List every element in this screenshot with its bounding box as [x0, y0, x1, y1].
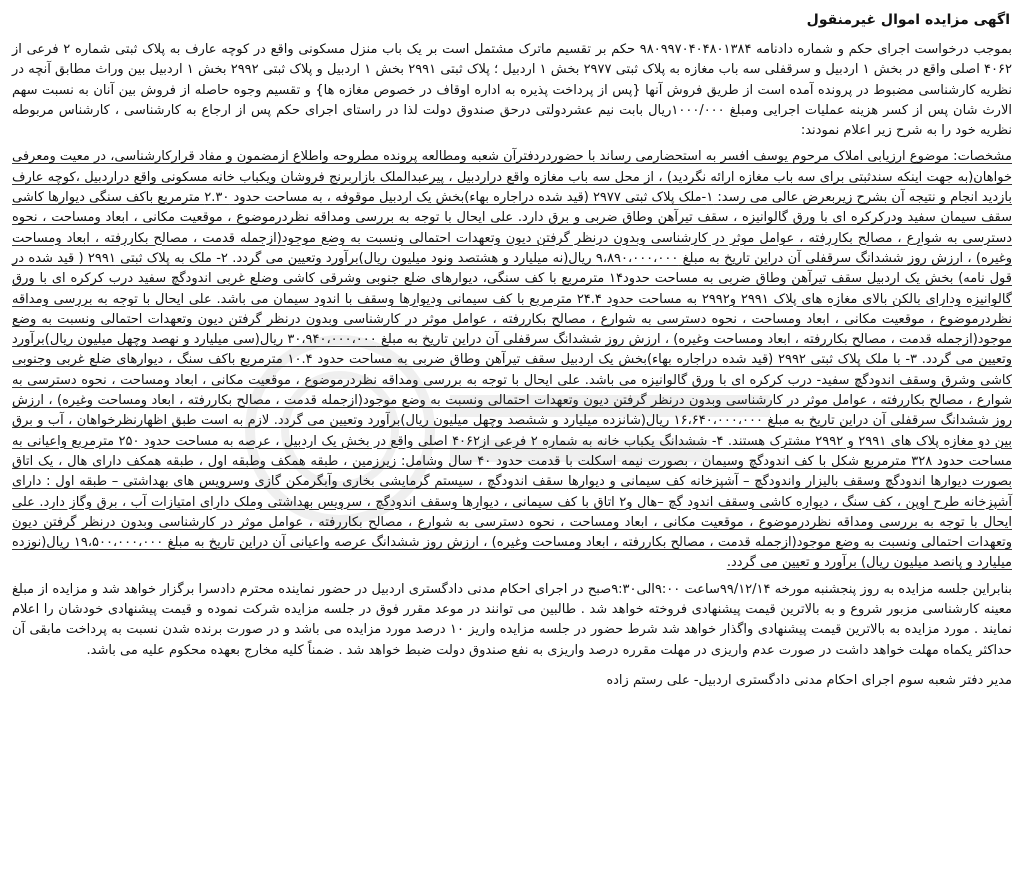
auction-terms-paragraph: بنابراین جلسه مزایده به روز پنجشنبه مورخه ۹۹/۱۲/۱۴ساعت ۹:۰۰الی۹:۳۰صبح در اجرای احکام مدنی دادگستری اردبیل در حضور نماینده محترم دادسرا برگزار خواهد شد و مزایده از مبلغ معینه کارشناسی مزبور شروع و به بالاترین قیمت پیشنهادی فروخته خواهد شد . طالبین می توانند در موعد مقرر فوق در جلسه مزایده شرکت نموده و قیمت پیشنهادی خودشان را اعلام نمایند . مورد مزایده به بالاترین قیمت پیشنهادی واگذار خواهد شد شرط حضور در جلسه مزایده واریز ۱۰ درصد مورد مزایده می باشد و در صورت برنده شدن نسبت به پرداخت مابقی آن حداکثر یکماه مهلت خواهد داشت در صورت عدم واریزی در مهلت مقرره درصد واریزی به نفع صندوق دولت ضبط خواهد شد . ضمناً کلیه مخارج بعهده محکوم علیه می باشد. [12, 581, 1013, 658]
intro-paragraph: بموجب درخواست اجرای حکم و شماره دادنامه ۹۸۰۹۹۷۰۴۰۴۸۰۱۳۸۴ حکم بر تقسیم ماترک مشتمل است بر یک باب منزل مسکونی واقع در کوچه عارف به پلاک ثبتی شماره ۲ فرعی از ۴۰۶۲ اصلی واقع در بخش ۱ اردبیل و سرقفلی سه باب مغازه به پلاک ثبتی ۲۹۷۷ بخش ۱ اردبیل ؛ پلاک ثبتی ۲۹۹۱ بخش ۱ اردبیل و پلاک ثبتی ۲۹۹۲ بخش ۱ اردبیل بین وراث مطابق آنچه در نظریه کارشناسی مضبوط در پرونده آمده است از طریق فروش آنها {پس از پرداخت پذیره به اداره اوقاف در خصوص مغازه ها} و تقسیم وجوه حاصله از فروش بین آنان به نسبت سهم الارث شان پس از کسر هزینه عملیات اجرایی ومبلغ ۱۰۰۰/۰۰۰ریال بابت نیم عشردولتی درحق صندوق دولت لذا در راستای اجرای حکم پس از ارجاع به کارشناسی ، کارشناس مربوطه نظریه خود را به شرح زیر اعلام نمودند: [12, 42, 1012, 139]
notice-title: اگهی مزایده اموال غیرمنقول [806, 12, 1010, 28]
expert-specifications-paragraph: مشخصات: موضوع ارزیابی املاک مرحوم یوسف افسر به استحضارمی رساند با حضوردردفترآن شعبه ومطالعه پرونده مطروحه واطلاع ازمضمون و مفاد قرارکارشناسی، در معیت ومعرفی خواهان(به جهت اینکه سندثبتی برای سه باب مغازه ارائه نگردید) ، از محل سه باب مغازه واقع دراردبیل ، پیرعبدالملک بازاربرنج فروشان ویکباب خانه مسکونی واقع دراردبیل ،کوچه عارف بازدید انجام و نتیجه آن بشرح زیربعرض عالی می رسد: ۱-ملک پلاک ثبتی ۲۹۷۷ (قید شده دراجاره بهاء)بخش یک اردبیل موقوفه ، به مساحت حدود ۲.۳۰ مترمربع باکف سنگی دیوارها کاشی سقف سیمان سفید ودرکرکره ای با ورق گالوانیزه ، سقف تیرآهن وطاق ضربی و برق دارد. علی ایحال با توجه به بررسی ومداقه نظردرموضوع ، موقعیت مکانی ، ابعاد ومساحت ، نحوه دسترسی به شوارع ، مصالح بکاررفته ، عوامل موثر در کارشناسی وبدون درنظر گرفتن دیون وتعهدات احتمالی ونسبت به وضع موجود(ازجمله قدمت ، مصالح بکاررفته ، ابعاد ومساحت وغیره) ، ارزش روز ششدانگ سرقفلی آن دراین تاریخ به مبلغ ۹،۸۹۰،۰۰۰،۰۰۰ ریال(نه میلیارد و هشتصد ونود میلیون ریال)برآورد وتعیین می گردد. ۲- ملک به پلاک ثبتی ۲۹۹۱ ( قید شده در قول نامه) بخش یک اردبیل سقف تیرآهن وطاق ضربی به مساحت حدود۱۴ مترمربع با کف سنگی، دیوارهای ضلع جنوبی وشرقی کاشی وضلع غربی اندودگچ سفید درب کرکره ای با ورق گالوانیزه ودارای بالکن بالای مغازه های پلاک ۲۹۹۱ و۲۹۹۲ به مساحت حدود ۲۴.۴ مترمربع با کف سیمانی ودیوارها وسقف با اندود سیمان می باشد. علی ایحال با توجه به بررسی ومداقه نظردرموضوع ، موقعیت مکانی ، ابعاد ومساحت ، نحوه دسترسی به شوارع ، مصالح بکاررفته ، عوامل موثر در کارشناسی وبدون درنظر گرفتن دیون وتعهدات احتمالی ونسبت به وضع موجود(ازجمله قدمت ، مصالح بکاررفته ، ابعاد ومساحت وغیره) ، ارزش روز ششدانگ سرقفلی آن دراین تاریخ به مبلغ ۳۰،۹۴۰،۰۰۰،۰۰۰ ریال(سی میلیارد و نهصد وچهل میلیون ریال)برآورد وتعیین می گردد. ۳- با ملک پلاک ثبتی ۲۹۹۲ (قید شده دراجاره بهاء)بخش یک اردبیل سقف تیرآهن وطاق ضربی به مساحت حدود ۱۰.۴ مترمربع باکف سنگ ، دیوارهای ضلع غربی وجنوبی کاشی وشرق وسقف اندودگچ سفید- درب کرکره ای با ورق گالوانیزه می باشد. علی ایحال با توجه به بررسی ومداقه نظردرموضوع ، موقعیت مکانی ، ابعاد ومساحت ، نحوه دسترسی به شوارع ، مصالح بکاررفته ، عوامل موثر در کارشناسی وبدون درنظر گرفتن دیون وتعهدات احتمالی ونسبت به وضع موجود(ازجمله قدمت ، مصالح بکاررفته ، ابعاد ومساحت وغیره) ، ارزش روز ششدانگ سرقفلی آن دراین تاریخ به مبلغ ۱۶،۶۴۰،۰۰۰،۰۰۰ ریال(شانزده میلیارد و ششصد وچهل میلیون ریال)برآورد وتعیین می گردد. لازم به است طبق اظهارنظرخواهان ، آب و برق بین دو مغازه پلاک های ۲۹۹۱ و ۲۹۹۲ مشترک هستند. ۴- ششدانگ یکباب خانه به شماره ۲ فرعی از۴۰۶۲ اصلی واقع در بخش یک اردبیل ، عرصه به مساحت حدود ۲۵۰ مترمربع واعیانی به مساحت حدود ۳۲۸ مترمربع شکل با کف اندودگچ وسیمان ، بصورت نیمه اسکلت با قدمت حدود ۴۰ سال وشامل: زیرزمین ، طبقه همکف وطبقه اول ، طبقه همکف دارای هال ، یک اتاق بصورت دیوارها اندودگچ وسقف بالیزار واندودگچ – آشپزخانه کف سیمانی و دیوارها سقف اندودگچ ، سیستم گرمایشی بخاری وآبگرمکن گازی وسرویس های بهداشتی – طبقه اول : دارای آشپزخانه طرح اوپن ، کف سنگ ، دیواره کاشی وسقف اندود گچ –هال و۲ اتاق با کف سیمانی ، دیوارها وسقف اندودگچ ، سرویس بهداشتی وملک دارای امتیازات آب ، برق وگاز دارد. علی ایحال با توجه به بررسی ومداقه نظردرموضوع ، موقعیت مکانی ، ابعاد ومساحت ، نحوه دسترسی به شوارع ، مصالح بکاررفته ، عوامل موثر در کارشناسی وبدون درنظر گرفتن دیون وتعهدات احتمالی ونسبت به وضع موجود(ازجمله قدمت ، مصالح بکاررفته ، ابعاد ومساحت وغیره) ، ارزش روز ششدانگ عرصه واعیانی آن دراین تاریخ به مبلغ ۱۹،۵۰۰،۰۰۰،۰۰۰ ریال(نوزده میلیارد و پانصد میلیون ریال) برآورد و تعیین می گردد. [12, 149, 1013, 571]
signature-line: مدیر دفتر شعبه سوم اجرای احکام مدنی دادگستری اردبیل- علی رستم زاده [606, 672, 1012, 688]
